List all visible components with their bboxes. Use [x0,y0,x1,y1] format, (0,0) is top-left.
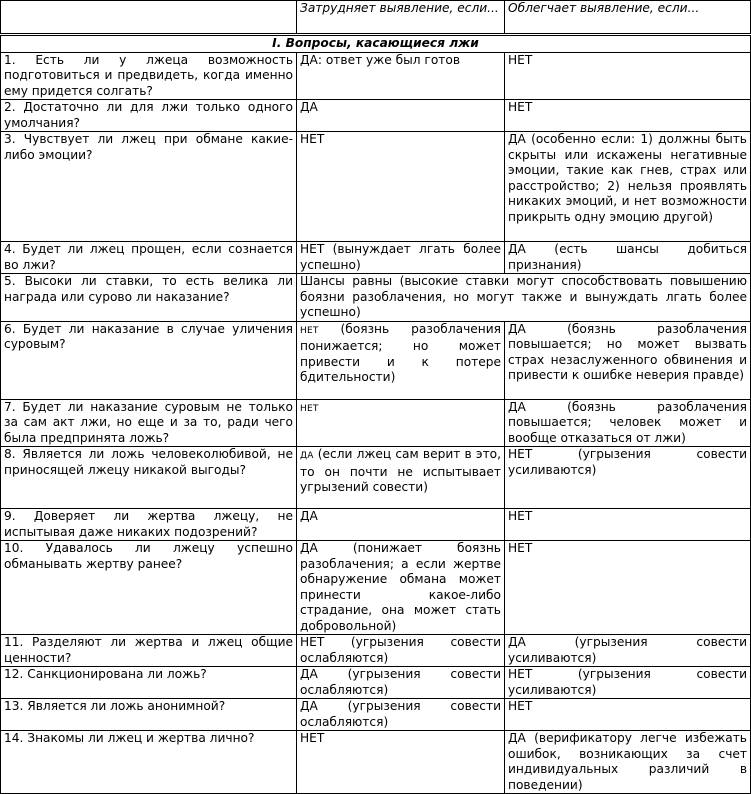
hinders-cell: НЕТ [297,132,505,242]
table-row [1,399,751,447]
helps-cell: НЕТ (угрызения совести усиливаются) [505,667,751,699]
answer-text: (боязнь разоблачения понижается; но может привести и к потере бдительности) [300,321,501,384]
helps-cell: ДА (особенно если: 1) должны быть скрыты или искажены негативные эмоции, такие как гнев, страх или расстройство; 2) нельзя проявлять никаких эмоций, и нет возможности прикрыть одну эмоцию другой) [505,132,751,242]
helps-cell: ДА (верификатору легче избежать ошибок, возникающих за счет индивидуальных различий в поведении) [505,731,751,794]
table-row [1,667,751,699]
table-row [1,635,751,667]
table-row [1,52,751,100]
question-cell: 1. Есть ли у лжеца возможность подготовиться и предвидеть, когда именно ему придется солгать? [1,52,297,100]
table-row [1,242,751,274]
hinders-cell: ДА (угрызения совести ослабляются) [297,699,505,731]
helps-cell: НЕТ [505,52,751,100]
helps-cell: ДА (боязнь разоблачения повышается; человек может и вообще отказаться от лжи) [505,399,751,447]
question-cell: 7. Будет ли наказание суровым не только за сам акт лжи, но еще и за то, ради чего была предпринята ложь? [1,399,297,447]
question-cell: 10. Удавалось ли лжецу успешно обманывать жертву ранее? [1,541,297,635]
hinders-cell [297,399,505,447]
hinders-cell: НЕТ (угрызения совести ослабляются) [297,635,505,667]
table-row [1,541,751,635]
hinders-cell: ДА [297,509,505,541]
hinders-cell: НЕТ (вынуждает лгать более успешно) [297,242,505,274]
answer-tag: ДА [300,451,314,461]
table-row [1,321,751,399]
section-title: I. Вопросы, касающиеся лжи [1,35,751,53]
table-row [1,509,751,541]
question-cell: 9. Доверяет ли жертва лжецу, не испытывая даже никаких подозрений? [1,509,297,541]
hinders-cell: ДА (угрызения совести ослабляются) [297,667,505,699]
hinders-cell: НЕТ [297,731,505,794]
question-cell: 3. Чувствует ли лжец при обмане какие-либо эмоции? [1,132,297,242]
section-row [1,35,751,53]
merged-answer-cell: Шансы равны (высокие ставки могут способствовать повышению боязни разоблачения, но могут также и вынуждать лгать более успешно) [297,274,751,322]
answer-text: (если лжец сам верит в это, то он почти не испытывает угрызений совести) [300,447,501,494]
header-helps: Облегчает выявление, если... [505,1,751,35]
question-cell: 12. Санкционирована ли ложь? [1,667,297,699]
question-cell: 5. Высоки ли ставки, то есть велика ли награда или сурово ли наказание? [1,274,297,322]
question-cell: 4. Будет ли лжец прощен, если сознается во лжи? [1,242,297,274]
helps-cell: НЕТ [505,699,751,731]
hinders-cell [297,321,505,399]
table-row [1,100,751,132]
table-row [1,699,751,731]
question-cell: 8. Является ли ложь человеколюбивой, не приносящей лжецу никакой выгоды? [1,447,297,509]
table-row [1,274,751,322]
helps-cell: НЕТ [505,509,751,541]
hinders-cell [297,447,505,509]
question-cell: 11. Разделяют ли жертва и лжец общие ценности? [1,635,297,667]
question-cell: 13. Является ли ложь анонимной? [1,699,297,731]
helps-cell: НЕТ [505,100,751,132]
answer-tag: НЕТ [300,325,319,336]
table-row [1,447,751,509]
table-row [1,731,751,794]
helps-cell: НЕТ [505,541,751,635]
question-cell: 6. Будет ли наказание в случае уличения суровым? [1,321,297,399]
helps-cell: ДА (угрызения совести усиливаются) [505,635,751,667]
table-row [1,132,751,242]
helps-cell: ДА (есть шансы добиться признания) [505,242,751,274]
helps-cell: НЕТ (угрызения совести усиливаются) [505,447,751,509]
hinders-cell: ДА: ответ уже был готов [297,52,505,100]
hinders-cell: ДА [297,100,505,132]
answer-tag: НЕТ [300,403,319,414]
question-cell: 14. Знакомы ли лжец и жертва лично? [1,731,297,794]
question-cell: 2. Достаточно ли для лжи только одного умолчания? [1,100,297,132]
helps-cell: ДА (боязнь разоблачения повышается; но может вызвать страх незаслуженного обвинения и привести к ошибке неверия правде) [505,321,751,399]
table-header-row [1,1,751,35]
hinders-cell: ДА (понижает боязнь разоблачения; а если жертве обнаружение обмана может принести какое-либо страдание, она может стать добровольной) [297,541,505,635]
header-question [1,1,297,35]
header-hinders: Затрудняет выявление, если... [297,1,505,35]
